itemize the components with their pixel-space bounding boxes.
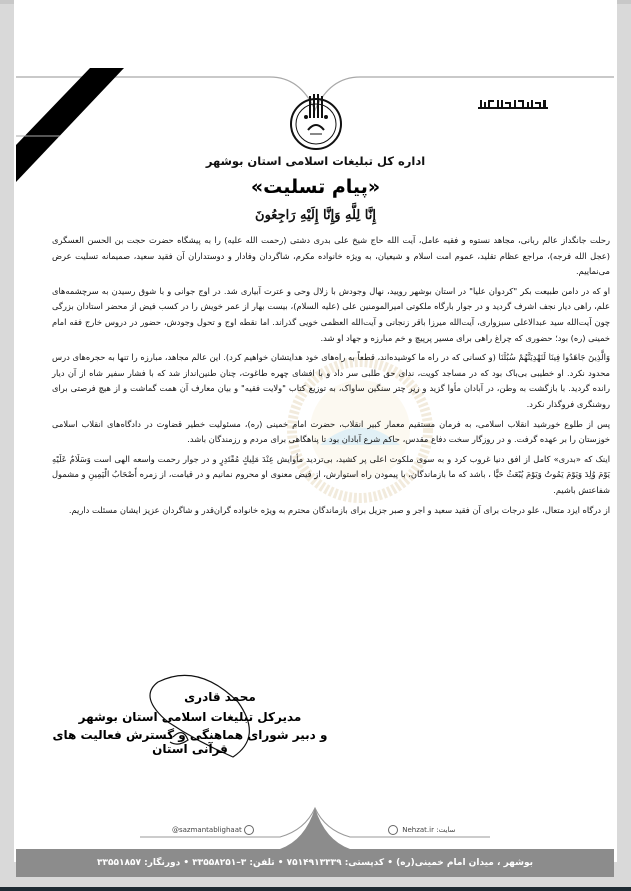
signatory-role-secondary: و دبیر شورای هماهنگی و گسترش فعالیت های قرآنی استان bbox=[52, 728, 328, 756]
basmala-icon bbox=[478, 98, 548, 110]
paragraph-struggle: وَالَّذِينَ جَاهَدُوا فِينَا لَنَهْدِيَنَّهُمْ سُبُلَنَا (و کسانی که در راه ما کوشیده‌اند، قطعاً به راه‌های خود هدایتشان خواهیم کرد). این عالم مجاهد، مبارزه را تنها به حجره‌های درس محدود نکرد. او خطیبی بی‌باک بود که در مساجد کویت، ندای حق طلبی سر داد و با افشای چهره طاغوت، چنان طنین‌انداز شد که با فشار سفیر شاه از آن دیار رانده گردید. با بازگشت به وطن، در آبادان مأوا گزید و زیر چتر سنگین ساواک، به توزیع کتاب "ولایت فقیه" و بیان معارف آن همت گماشت و از هیچ فرصتی برای روشنگری فروگذار نکرد. bbox=[52, 352, 610, 409]
organization-logo-icon bbox=[288, 90, 344, 154]
signatory-role: مدیرکل تبلیغات اسلامی استان بوشهر bbox=[78, 710, 302, 724]
document-title: «پیام تسلیت» bbox=[250, 176, 381, 198]
social-handle[interactable]: @sazmantablighaat bbox=[172, 826, 242, 834]
social-link[interactable] bbox=[172, 825, 256, 835]
signature-block bbox=[40, 690, 340, 756]
footer-rule bbox=[0, 800, 631, 850]
social-media-icon bbox=[244, 825, 254, 835]
website-label: سایت: bbox=[436, 826, 456, 834]
message-body bbox=[52, 233, 610, 522]
website-link[interactable] bbox=[386, 825, 455, 835]
footer-address: بوشهر ، میدان امام خمینی(ره) • کدپستی: ۷۵۱۴۹۱۳۳۳۹ • تلفن: ۳–۳۳۵۵۸۲۵۱ • دورنگار: ۳۳۵۵۱۸۵۷ bbox=[97, 858, 533, 868]
globe-icon bbox=[388, 825, 398, 835]
paragraph-biography: او که در دامن طبیعت بکر "کردوان علیا" در استان بوشهر رویید، نهال وجودش با زلال وحی و عترت آبیاری شد. در اوج جوانی و با شوق رسیدن به سرچشمه‌های علم، راهی دیار نجف اشرف گردید و در جوار بارگاه ملکوتی امیرالمومنین علی (علیه السلام)، بیست بهار از عمر خویش را در کسب فیض از محضر استادان بزرگی چون آیت‌الله سید عبدالاعلی سبزواری، آیت‌الله میرزا باقر زنجانی و آیت‌الله العظمی خویی گذراند. اما نقطه اوج و تحول وجودش، حضور در دروس خارج فقه امام خمینی (ره) بود؛ حضوری که چراغ راهی برای مسیر پرپیچ و خم مبارزه و جهاد او شد. bbox=[52, 285, 610, 343]
website-url[interactable]: Nehzat.ir bbox=[402, 826, 434, 834]
paragraph-revolution: پس از طلوع خورشید انقلاب اسلامی، به فرمان مستقیم معمار کبیر انقلاب، حضرت امام خمینی (ره)، مسئولیت خطیر قضاوت در دادگاه‌های انقلاب اسلامی خوزستان را بر عهده گرفت. و در روزگار سخت دفاع مقدس، حاکم شرع آبادان بود تا پناهگاهی برای مردم و رزمندگان باشد. bbox=[52, 418, 610, 445]
signatory-name: محمد قادری bbox=[184, 690, 256, 704]
paragraph-opening: رحلت جانگداز عالم ربانی، مجاهد نستوه و فقیه عامل، آیت الله حاج شیخ علی بدری دشتی (رحمت الله علیه) را به پیشگاه حضرت حجت بن الحسن العسگری (عجل الله فرجه)، مراجع عظام تقلید، عموم امت اسلام و شیعیان، به ویژه خانواده مکرم، شاگردان وفادار و دوستداران آن فقید سعید، صمیمانه تسلیت عرض می‌نماییم. bbox=[52, 235, 610, 277]
bottom-strip bbox=[0, 887, 631, 891]
paragraph-passing: اینک که «بدری» کامل از افق دنیا غروب کرد و به سوی ملکوت اعلی پر کشید، بی‌تردید مأوایش عِنْدَ مَلِيكٍ مُقْتَدِرٍ و در جوار رحمت واسعه الهی است وَسَلَامٌ عَلَيْهِ يَوْمَ وُلِدَ وَيَوْمَ يَمُوتُ وَيَوْمَ يُبْعَثُ حَيًّا ، باشد که ما بازماندگان، با پیمودن راه استوارش، از فیض معنوی او محروم نمانیم و در قیامت، از زمره أَصْحَابُ الْيَمِينِ و مشمول شفاعتش باشیم. bbox=[52, 453, 610, 495]
paragraph-closing: از درگاه ایزد متعال، علو درجات برای آن فقید سعید و اجر و صبر جزیل برای بازماندگان محترم به ویژه خانواده گران‌قدر و شاگردان عزیز ایشان مسئلت داریم. bbox=[68, 504, 610, 515]
organization-name: اداره کل تبلیغات اسلامی استان بوشهر bbox=[205, 154, 426, 168]
quran-verse: إِنَّا لِلَّهِ وَإِنَّا إِلَيْهِ رَاجِعُونَ bbox=[255, 208, 376, 223]
